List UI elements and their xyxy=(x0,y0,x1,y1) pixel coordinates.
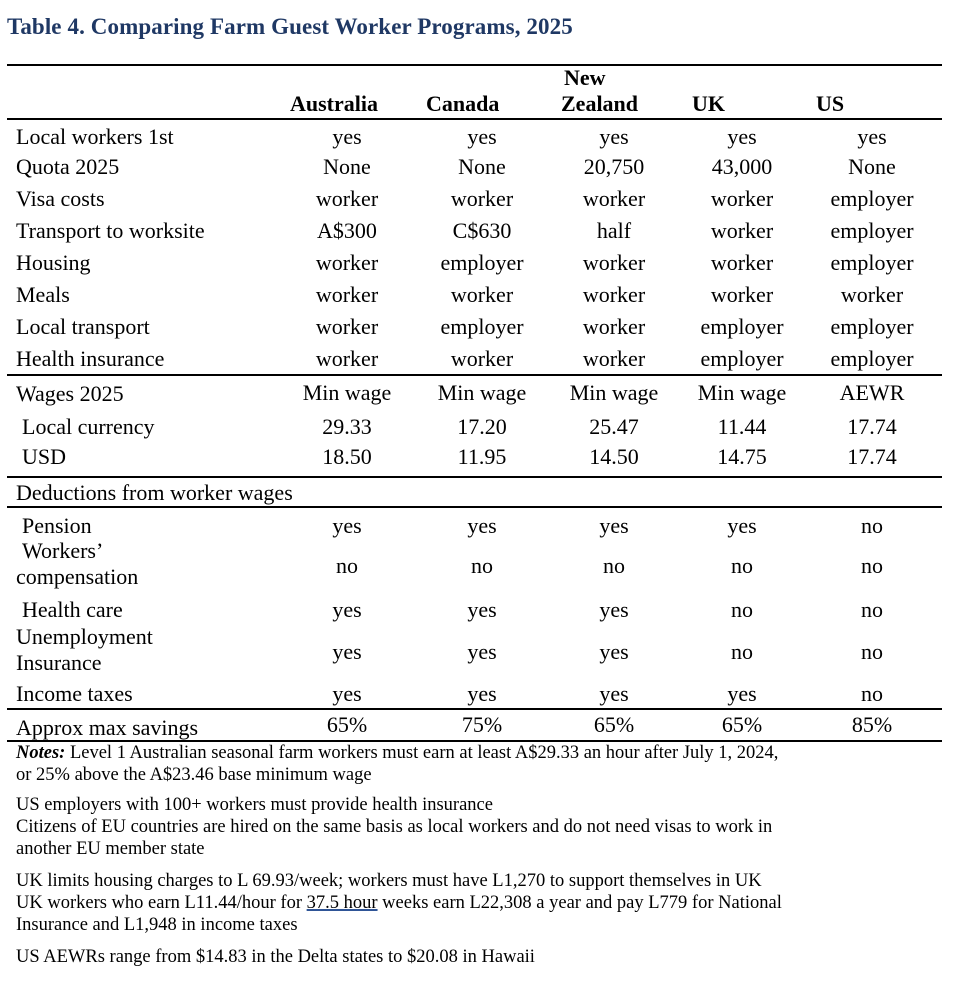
deduction-row-2-label-line1: Workers’ xyxy=(22,538,104,563)
deduction-row-1-label: Pension xyxy=(22,513,92,538)
row-1-cell-uk: yes xyxy=(727,124,757,149)
row-8-cell-canada: worker xyxy=(450,346,514,371)
row-6-cell-canada: worker xyxy=(450,282,514,307)
deduction-row-4-cell-canada: yes xyxy=(467,639,497,664)
deduction-row-4-label-line2: Insurance xyxy=(16,650,102,675)
col-header-uk: UK xyxy=(692,91,725,116)
deduction-row-3-cell-uk: no xyxy=(731,597,753,622)
wages-rule xyxy=(7,374,942,376)
top-rule xyxy=(7,64,942,66)
wage-row-2-cell-us: 17.74 xyxy=(847,444,897,469)
deduction-row-3-cell-new-zealand: yes xyxy=(599,597,629,622)
row-8-label: Health insurance xyxy=(16,346,165,371)
header-rule xyxy=(7,118,942,120)
row-7-cell-canada: employer xyxy=(440,314,524,339)
deduction-row-4-cell-us: no xyxy=(861,639,883,664)
note-australia xyxy=(16,742,778,764)
wage-row-2-cell-uk: 14.75 xyxy=(717,444,767,469)
deduction-row-5-cell-australia: yes xyxy=(332,681,362,706)
deduction-row-5-cell-new-zealand: yes xyxy=(599,681,629,706)
deductions-top-rule xyxy=(7,476,942,478)
deduction-row-4-cell-new-zealand: yes xyxy=(599,639,629,664)
deduction-row-2-cell-australia: no xyxy=(336,553,358,578)
wage-row-2-cell-australia: 18.50 xyxy=(322,444,372,469)
note-uk-workers-line-1 xyxy=(16,892,782,914)
row-3-cell-uk: worker xyxy=(710,186,774,211)
row-6-cell-new-zealand: worker xyxy=(582,282,646,307)
note-uk-pre: UK workers who earn L11.44/hour for xyxy=(16,893,307,913)
wage-row-1-cell-us: 17.74 xyxy=(847,414,897,439)
col-header-nz-line2: Zealand xyxy=(561,91,639,116)
wage-row-2-cell-canada: 11.95 xyxy=(457,444,507,469)
row-7-cell-us: employer xyxy=(830,314,914,339)
note-uk-post: weeks earn L22,308 a year and pay L779 for National xyxy=(377,893,782,913)
row-5-cell-new-zealand: worker xyxy=(582,250,646,275)
col-header-canada: Canada xyxy=(426,91,500,116)
row-4-cell-canada: C$630 xyxy=(452,218,512,243)
wage-row-1-label: Local currency xyxy=(22,414,155,439)
deduction-row-1-cell-us: no xyxy=(861,513,883,538)
savings-label: Approx max savings xyxy=(16,715,199,740)
row-4-cell-australia: A$300 xyxy=(317,218,377,243)
note-eu-line-2: another EU member state xyxy=(16,839,205,859)
deduction-row-4-cell-uk: no xyxy=(731,639,753,664)
note-uk-underlined: 37.5 hour xyxy=(306,893,378,913)
deduction-row-4-cell-australia: yes xyxy=(332,639,362,664)
row-8-cell-australia: worker xyxy=(315,346,379,371)
deduction-row-3-cell-canada: yes xyxy=(467,597,497,622)
savings-rule xyxy=(7,708,942,710)
row-8-cell-uk: employer xyxy=(700,346,784,371)
note-us-health: US employers with 100+ workers must provide health insurance xyxy=(16,795,493,815)
row-3-label: Visa costs xyxy=(16,186,105,211)
notes-label: Notes: xyxy=(16,743,66,763)
row-2-label: Quota 2025 xyxy=(16,154,120,179)
row-1-cell-canada: yes xyxy=(467,124,497,149)
deduction-row-5-label: Income taxes xyxy=(16,681,133,706)
row-8-cell-new-zealand: worker xyxy=(582,346,646,371)
row-2-cell-uk: 43,000 xyxy=(711,154,773,179)
row-4-label: Transport to worksite xyxy=(16,218,205,243)
row-2-cell-canada: None xyxy=(458,154,506,179)
row-7-cell-uk: employer xyxy=(700,314,784,339)
deduction-row-1-cell-new-zealand: yes xyxy=(599,513,629,538)
row-5-label: Housing xyxy=(16,250,91,275)
row-7-cell-new-zealand: worker xyxy=(582,314,646,339)
savings-cell-new-zealand: 65% xyxy=(593,712,635,737)
deduction-row-2-cell-canada: no xyxy=(471,553,493,578)
row-6-cell-australia: worker xyxy=(315,282,379,307)
savings-cell-australia: 65% xyxy=(326,712,368,737)
row-5-cell-canada: employer xyxy=(440,250,524,275)
row-7-label: Local transport xyxy=(16,314,150,339)
col-header-us: US xyxy=(816,91,845,116)
note-us-aewr: US AEWRs range from $14.83 in the Delta states to $20.08 in Hawaii xyxy=(16,947,535,967)
wage-type-australia: Min wage xyxy=(302,380,392,405)
wage-row-1-cell-canada: 17.20 xyxy=(457,414,507,439)
row-1-label: Local workers 1st xyxy=(16,124,174,149)
wage-row-1-cell-new-zealand: 25.47 xyxy=(589,414,639,439)
col-header-new-zealand xyxy=(561,65,671,117)
wage-type-uk: Min wage xyxy=(697,380,787,405)
savings-cell-us: 85% xyxy=(851,712,893,737)
wage-type-us: AEWR xyxy=(839,380,905,405)
row-7-cell-australia: worker xyxy=(315,314,379,339)
deductions-rule xyxy=(7,506,942,508)
wage-row-2-label: USD xyxy=(22,444,67,469)
row-5-cell-uk: worker xyxy=(710,250,774,275)
deduction-row-1-cell-australia: yes xyxy=(332,513,362,538)
table-title: Table 4. Comparing Farm Guest Worker Programs, 2025 xyxy=(7,14,573,39)
row-2-cell-us: None xyxy=(848,154,896,179)
note-uk-housing: UK limits housing charges to L 69.93/week; workers must have L1,270 to support themselves in UK xyxy=(16,871,762,891)
deduction-row-3-cell-australia: yes xyxy=(332,597,362,622)
row-2-cell-australia: None xyxy=(323,154,371,179)
deduction-row-2-cell-uk: no xyxy=(731,553,753,578)
wages-label: Wages 2025 xyxy=(16,381,124,406)
row-3-cell-us: employer xyxy=(830,186,914,211)
deduction-row-2-cell-us: no xyxy=(861,553,883,578)
savings-cell-canada: 75% xyxy=(461,712,503,737)
row-6-cell-us: worker xyxy=(840,282,904,307)
deduction-row-5-cell-canada: yes xyxy=(467,681,497,706)
deduction-row-4-label-line1: Unemployment xyxy=(16,624,153,649)
row-3-cell-new-zealand: worker xyxy=(582,186,646,211)
row-1-cell-us: yes xyxy=(857,124,887,149)
col-header-nz-line1: New xyxy=(564,65,606,90)
deductions-heading: Deductions from worker wages xyxy=(16,480,293,505)
deduction-row-1-cell-canada: yes xyxy=(467,513,497,538)
deduction-row-3-label: Health care xyxy=(22,597,123,622)
note-1-line-1: Level 1 Australian seasonal farm workers must earn at least A$29.33 an hour after July 1, 2024, xyxy=(65,743,779,763)
note-1-line-2: or 25% above the A$23.46 base minimum wage xyxy=(16,765,372,785)
row-8-cell-us: employer xyxy=(830,346,914,371)
row-6-label: Meals xyxy=(16,282,70,307)
row-4-cell-new-zealand: half xyxy=(596,218,632,243)
deduction-row-2-label-line2: compensation xyxy=(16,564,139,589)
deduction-row-1-cell-uk: yes xyxy=(727,513,757,538)
deduction-row-5-cell-uk: yes xyxy=(727,681,757,706)
row-5-cell-australia: worker xyxy=(315,250,379,275)
note-eu-line-1: Citizens of EU countries are hired on the same basis as local workers and do not need visas to work in xyxy=(16,817,773,837)
deduction-row-2-cell-new-zealand: no xyxy=(603,553,625,578)
row-3-cell-australia: worker xyxy=(315,186,379,211)
wage-type-new-zealand: Min wage xyxy=(569,380,659,405)
note-uk-workers-line-2: Insurance and L1,948 in income taxes xyxy=(16,915,298,935)
wage-type-canada: Min wage xyxy=(437,380,527,405)
row-1-cell-australia: yes xyxy=(332,124,362,149)
deduction-row-3-cell-us: no xyxy=(861,597,883,622)
savings-cell-uk: 65% xyxy=(721,712,763,737)
row-6-cell-uk: worker xyxy=(710,282,774,307)
wage-row-1-cell-uk: 11.44 xyxy=(717,414,767,439)
wage-row-2-cell-new-zealand: 14.50 xyxy=(589,444,639,469)
deduction-row-5-cell-us: no xyxy=(861,681,883,706)
col-header-australia: Australia xyxy=(290,91,378,116)
row-4-cell-us: employer xyxy=(830,218,914,243)
row-1-cell-new-zealand: yes xyxy=(599,124,629,149)
wage-row-1-cell-australia: 29.33 xyxy=(322,414,372,439)
row-4-cell-uk: worker xyxy=(710,218,774,243)
row-2-cell-new-zealand: 20,750 xyxy=(583,154,645,179)
row-5-cell-us: employer xyxy=(830,250,914,275)
row-3-cell-canada: worker xyxy=(450,186,514,211)
